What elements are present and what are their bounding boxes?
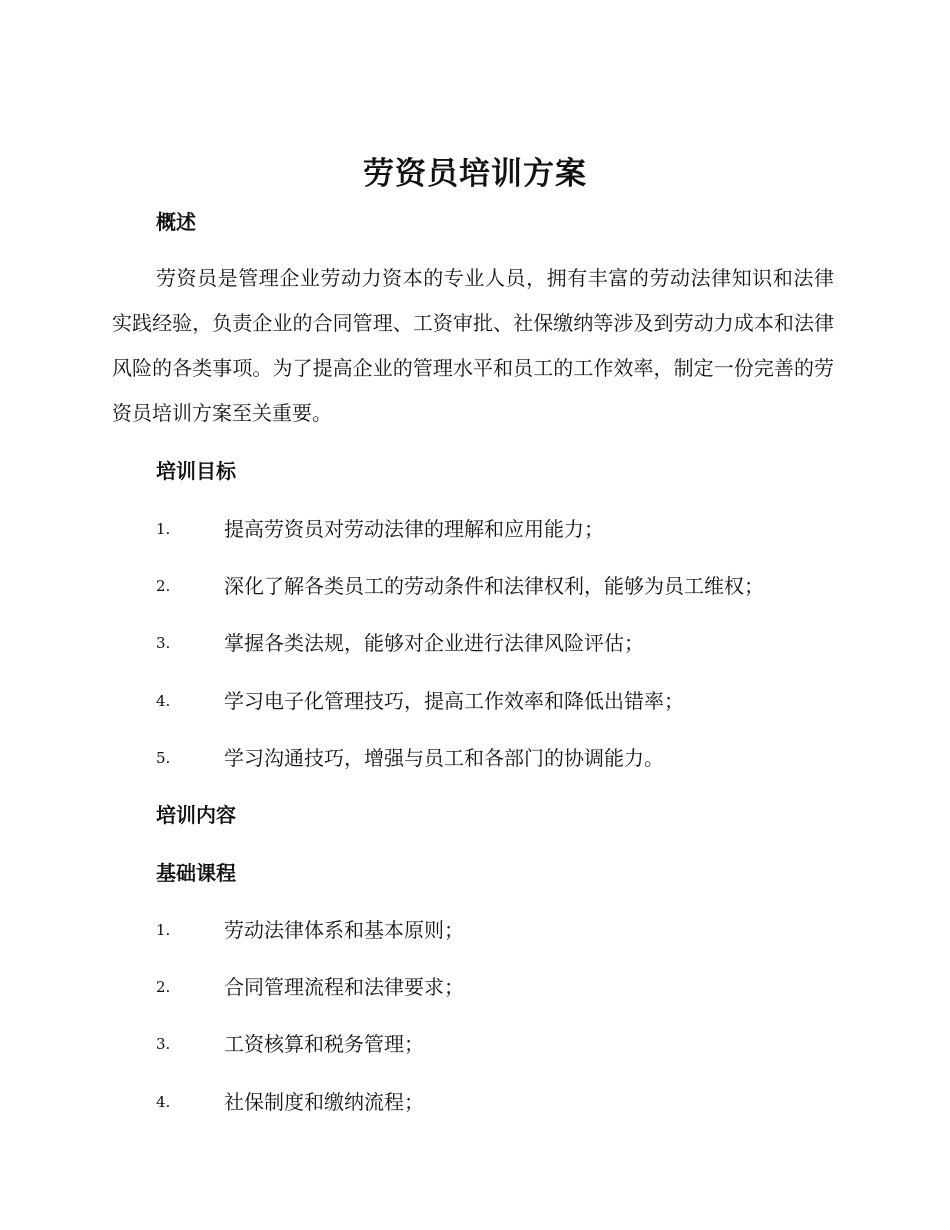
list-item-text: 学习沟通技巧，增强与员工和各部门的协调能力。 [224,746,664,770]
list-item-text: 提高劳资员对劳动法律的理解和应用能力； [224,517,604,541]
section-heading-basic-courses: 基础课程 [156,861,236,885]
list-item-number: 2. [156,978,171,996]
list-item-number: 3. [156,634,171,652]
section-heading-content: 培训内容 [156,803,236,827]
list-item-number: 4. [156,692,171,710]
list-item-number: 5. [156,749,171,767]
list-item-number: 3. [156,1035,171,1053]
list-item-number: 1. [156,520,171,538]
section-heading-overview: 概述 [156,210,196,234]
list-item-number: 4. [156,1093,171,1111]
list-item-text: 合同管理流程和法律要求； [224,975,464,999]
list-item-text: 劳动法律体系和基本原则； [224,918,464,942]
list-item-text: 掌握各类法规，能够对企业进行法律风险评估； [224,631,644,655]
list-item-text: 学习电子化管理技巧，提高工作效率和降低出错率； [224,689,684,713]
list-item-text: 深化了解各类员工的劳动条件和法律权利，能够为员工维权； [224,574,764,598]
list-item-text: 社保制度和缴纳流程； [224,1090,424,1114]
document-title: 劳资员培训方案 [363,156,587,192]
section-heading-goals: 培训目标 [156,459,236,483]
list-item-number: 2. [156,577,171,595]
list-item-number: 1. [156,921,171,939]
overview-paragraph: 劳资员是管理企业劳动力资本的专业人员，拥有丰富的劳动法律知识和法律实践经验，负责企业的合同管理、工资审批、社保缴纳等涉及到劳动力成本和法律风险的各类事项。为了提高企业的管理水平和员工的工作效率，制定一份完善的劳资员培训方案至关重要。 [112,266,834,425]
list-item-text: 工资核算和税务管理； [224,1032,424,1056]
